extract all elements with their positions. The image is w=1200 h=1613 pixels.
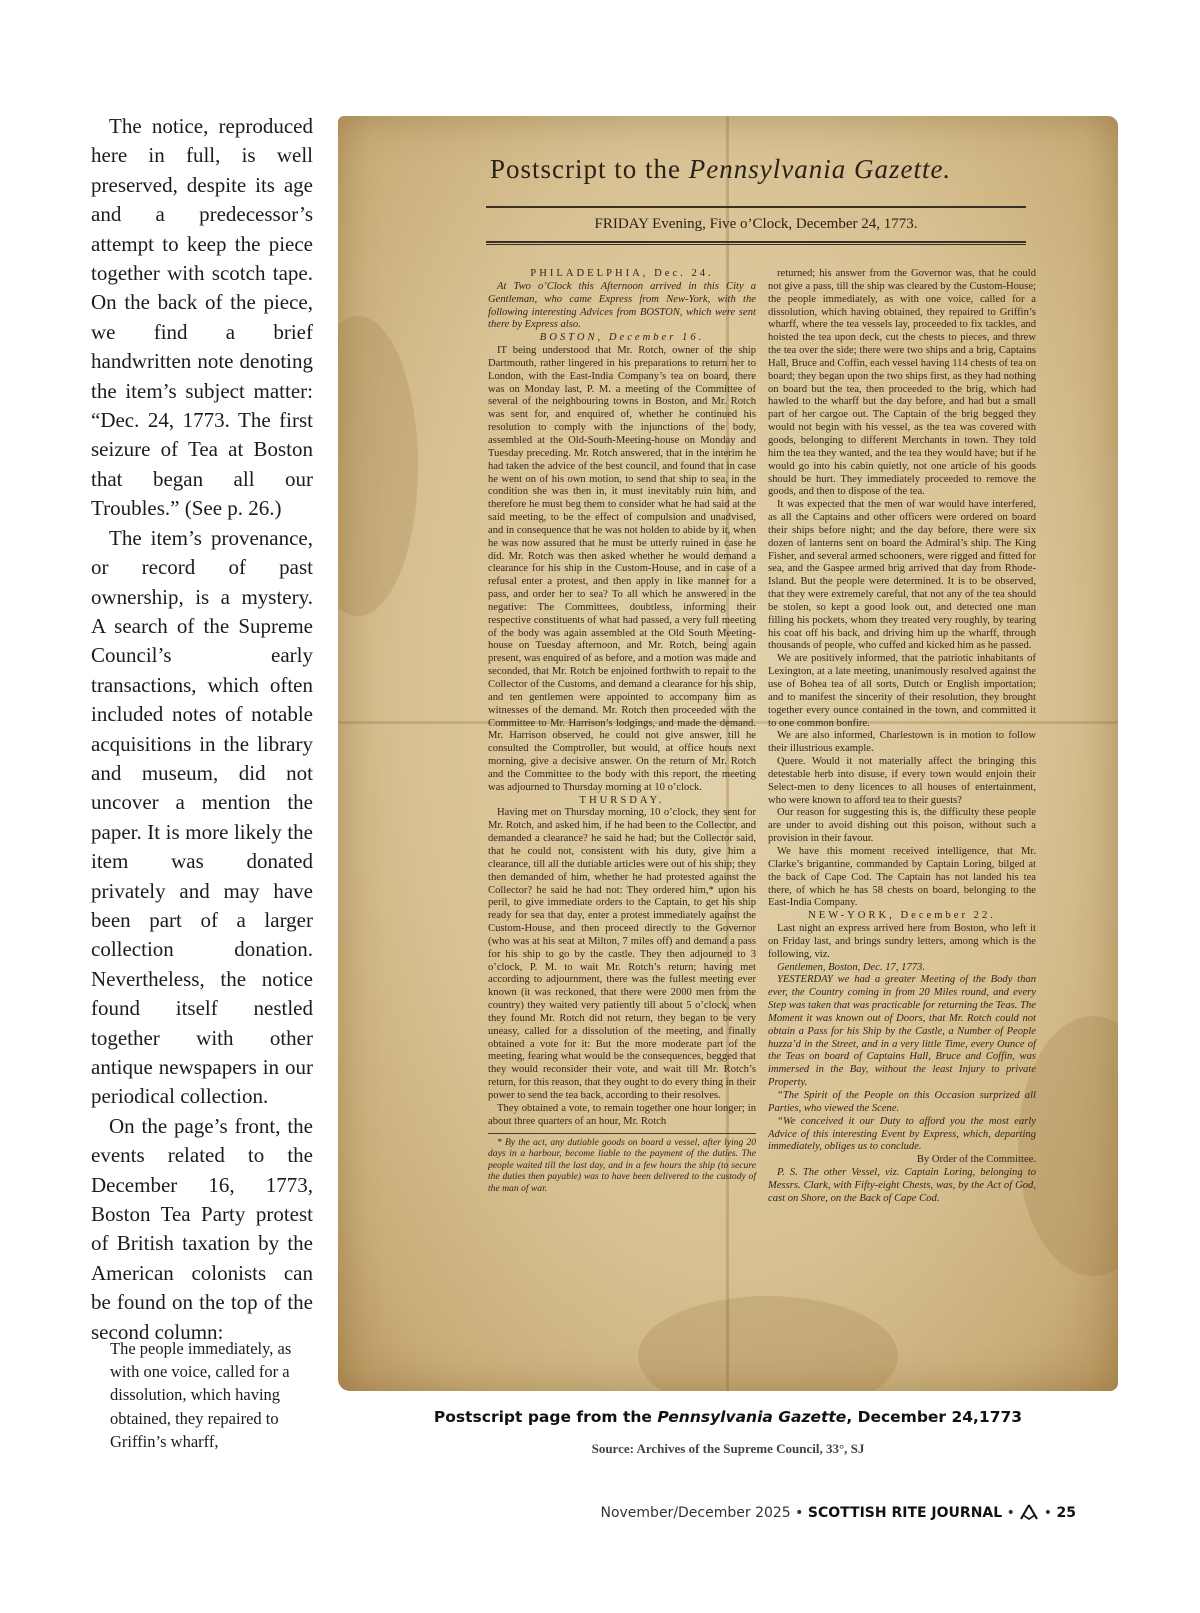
newspaper-scan [338,116,1118,1391]
article-paragraph-2: The item’s provenance, or record of past ownership, is a mystery. A search of the Supreme Council’s early transactions, which often included notes of notable acquisitions in the library and museum, did not uncover a mention the paper. It is more likely the item was donated privately and may have been part of a larger collection donation. Nevertheless, the notice found itself nestled together with other antique newspapers in our periodical collection. [91,525,313,1109]
column-2-paragraph-9: YESTERDAY we had a greater Meeting of the Body than ever, the Country coming in from 20 Miles round, and every Step was taken that was practicable for returning the Teas. The Moment it was known out of Doors, that Mr. Rotch could not obtain a Pass for his Ship by the Castle, a Number of People huzza’d in the Street, and in a very little Time, every Ounce of the Teas on board of Captains Hall, Bruce and Coffin, was immersed in the Bay, without the least Injury to private Property. [768,974,1036,1089]
column-2-paragraph-3: We are positively informed, that the patriotic inhabitants of Lexington, at a late meeting, unanimously resolved against the use of Bohea tea of all sorts, Dutch or English importation; and to manifest the sincerity of their resolution, they brought together every ounce contained in the town, and committed it to one common bonfire. [768,653,1036,729]
letter-salutation: Gentlemen, Boston, Dec. 17, 1773. [777,961,925,973]
column-1-paragraph-1: IT being understood that Mr. Rotch, owner of the ship Dartmouth, rather lingered in his preparations to return her to London, with the East-India Company’s tea on board, there was on Monday last, P. M. a meeting of the Committee of several of the neighbouring towns in Boston, and Mr. Rotch was sent for, and enquired of, whether he continued his resolution to comply with the injunctions of the body, assembled at the Old-South-Meeting-house on Monday and Tuesday preceding. Mr. Rotch answered, that in the interim he had taken the advice of the best council, and found that in case he went on of his own motion, to send that ship to sea, in the condition she was then in, it must inevitably ruin him, and therefore he must beg them to consider what he had said at the said meeting, to be the effect of compulsion and unadvised, and in consequence that he was not holden to abide by it, when he was now assured that he must be utterly ruined in case he did. Mr. Rotch was then asked whether he would demand a clearance for his ship in the Custom-House, and in case of a refusal enter a protest, and then apply in like manner for a pass, and order her to sea? To all which he answered in the negative: The Committees, doubtless, informing their respective constituents of what had passed, a very full meeting of the body was again assembled at the Old South Meeting-house on Tuesday afternoon, and Mr. Rotch, being again present, was enquired of as before, and a motion was made and seconded, that Mr. Rotch be enjoined forthwith to repair to the Collector of the Customs, and demand a clearance for his ship, and ten gentlemen were appointed to accompany him as witnesses of the demand. Mr. Rotch then proceeded with the Committee to Mr. Harrison’s lodgings, and made the demand. Mr. Harrison observed, he could not give answer, till he consulted the Comptroller, but would, at office hours next morning, give a decisive answer. On the return of Mr. Rotch and the Committee to the body with this report, the meeting was adjourned to Thursday morning at 10 o’clock. [488,345,756,793]
newspaper-masthead: Postscript to the Pennsylvania Gazette. [490,154,952,184]
committee-signature: By Order of the Committee. [916,1154,1036,1166]
article-column [91,112,313,1347]
footnote: * By the act, any dutiable goods on board a vessel, after lying 20 days in a harbour, become liable to the payment of the duties. The people waited till the last day, and in a few hours the ship (to secure the duties then payable) was to have been delivered to the custody of the man of war. [488,1133,756,1195]
block-quote: The people immediately, as with one voice, called for a dissolution, which having obtained, they repaired to Griffin’s wharff, [110,1339,292,1451]
column-2-paragraph-10: “The Spirit of the People on this Occasion surprized all Parties, who viewed the Scene. [768,1090,1036,1114]
compass-square-icon [1019,1505,1043,1521]
column-2-paragraph-8: Last night an express arrived here from Boston, who left it on Friday last, and brings sundry letters, among which is the following, viz. [768,923,1036,960]
column-2-paragraph-5: Quere. Would it not materially affect the bringing this detestable herb into disuse, if every town would enjoin their Select-men to deny licences to all houses of entertainment, who were known to afford tea to their guests? [768,756,1036,806]
newspaper-column-1 [488,268,756,1194]
figure-source: Source: Archives of the Supreme Council, 33°, SJ [591,1441,865,1456]
column-2-paragraph-11: “We conceived it our Duty to afford you the most early Advice of this interesting Event by Express, which, departing immediately, obliges us to conclude. [768,1115,1036,1153]
page-number: 25 [1056,1505,1076,1521]
column-1-paragraph-2: Having met on Thursday morning, 10 o’clock, they sent for Mr. Rotch, and asked him, if he had been to the Collector, and demanded a clearance? he said he had; but the Collector said, that he could not, consistent with his duty, give him a clearance, till all the dutiable articles were out of his ship; they then demanded of him, whether he had protested against the Collector? he said he had not: They ordered him,* upon his peril, to give immediate orders to the Captain, to get his ship ready for sea that day, enter a protest immediately against the Custom-House, and then proceed directly to the Governor (who was at his seat at Milton, 7 miles off) and demand a pass for his ship to go by the castle. They then adjourned to 3 o’clock, P. M. to wait Mr. Rotch’s return; having met according to adjournment, there was the fullest meeting ever known (it was reckoned, that there were 2000 men from the country) they waited very patiently till about 5 o’clock, when they found Mr. Rotch did not return, they began to be very uneasy, called for a dissolution of the meeting, and finally obtained a vote for it: But the more moderate part of the meeting, fearing what would be the consequences, begged that they would reconsider their vote, and wait till Mr. Rotch’s return, for this reason, that they ought to do every thing in their power to send the tea back, according to their resolves. [488,807,756,1101]
column-2-paragraph-2: It was expected that the men of war would have interfered, as all the Captains and other officers were ordered on board their ships before night; and the day before, there were six dozen of lanterns sent on board the Admiral’s ship. The King Fisher, and several armed schooners, were rigged and fitted for sea, and the Gaspee armed brig arrived that day from Rhode-Island. But the people were determined. It is to be observed, that they were extremely careful, that not any of the tea should be stolen, so kept a good look out, and detected one man filling his pockets, whom they treated very roughly, by tearing his coat off his back, and driving him up the wharff, through thousands of people, who cuffed and kicked him as he passed. [768,499,1036,652]
dateline-philadelphia: PHILADELPHIA, Dec. 24. [530,268,714,279]
journal-name: SCOTTISH RITE JOURNAL [807,1505,1003,1521]
column-2-paragraph-4: We are also informed, Charlestown is in motion to follow their illustrious example. [768,730,1036,755]
column-1-paragraph-3: They obtained a vote, to remain together one hour longer; in about three quarters of an hour, Mr. Rotch [488,1102,756,1127]
issue-date: November/December 2025 [600,1505,791,1521]
page-footer: November/December 2025 • SCOTTISH RITE JOURNAL • • 25 [600,1505,1076,1521]
column-2-paragraph-7: We have this moment received intelligence, that Mr. Clarke’s brigantine, commanded by Captain Loring, bilged at the back of Cape Cod. The Captain has not landed his tea there, of which he has 58 chests on board, belonging to the East-India Company. [768,845,1036,909]
dateline-boston: BOSTON, December 16. [539,332,705,344]
column-2-postscript: P. S. The other Vessel, viz. Captain Loring, belonging to Messrs. Clark, with Fifty-eight Chests, was, by the Act of God, cast on Shore, on the Back of Cape Cod. [768,1167,1036,1204]
dateline-new-york: NEW-YORK, December 22. [808,910,996,922]
newspaper-dateline: FRIDAY Evening, Five o’Clock, December 24, 1773. [594,216,918,232]
column-2-paragraph-6: Our reason for suggesting this is, the difficulty these people are under to avoid dishing out this poison, without such a provision in their favour. [768,807,1036,845]
column-2-paragraph-1: returned; his answer from the Governor was, that he could not give a pass, till the ship was cleared by the Custom-House; the people immediately, as with one voice, called for a dissolution, which having obtained, they repaired to Griffin’s wharff, where the tea vessels lay, proceeded to fix tackles, and hoisted the tea upon deck, cut the chests to pieces, and threw the tea over the side; there were two ships and a brig, Captains Hall, Bruce and Coffin, each vessel having 114 chests of tea on board; they began upon the two ships first, as they had nothing on board but the tea, then proceeded to the brig, which had hawled to the wharff but the day before, and had but a small part of her cargoe out. The Captain of the brig begged they would not begin with his vessel, as the tea was covered with goods, belonging to different Merchants in town. They told him the tea they wanted, and the tea they would have; but if he would go into his cabin quietly, not one article of his goods should be hurt. They immediately proceeded to remove the goods, and then to dispose of the tea. [768,268,1037,498]
newspaper-column-2 [768,268,1036,1206]
article-paragraph-3: On the page’s front, the events related to the December 16, 1773, Boston Tea Party protest of British taxation by the American colonists can be found on the top of the second column: [91,1113,313,1344]
figure-caption: Postscript page from the Pennsylvania Gazette, December 24,1773 [433,1408,1023,1426]
article-paragraph-1: The notice, reproduced here in full, is well preserved, despite its age and a predecessor’s attempt to keep the piece together with scotch tape. On the back of the piece, we find a brief handwritten note denoting the item’s subject matter: “Dec. 24, 1773. The first seizure of Tea at Boston that began all our Troubles.” (See p. 26.) [91,114,313,521]
intro-text: At Two o’Clock this Afternoon arrived in this City a Gentleman, who came Express from New-York, with the following interesting Advices from BOSTON, which were sent there by Express also. [488,280,756,331]
thursday-heading: THURSDAY. [579,794,665,806]
